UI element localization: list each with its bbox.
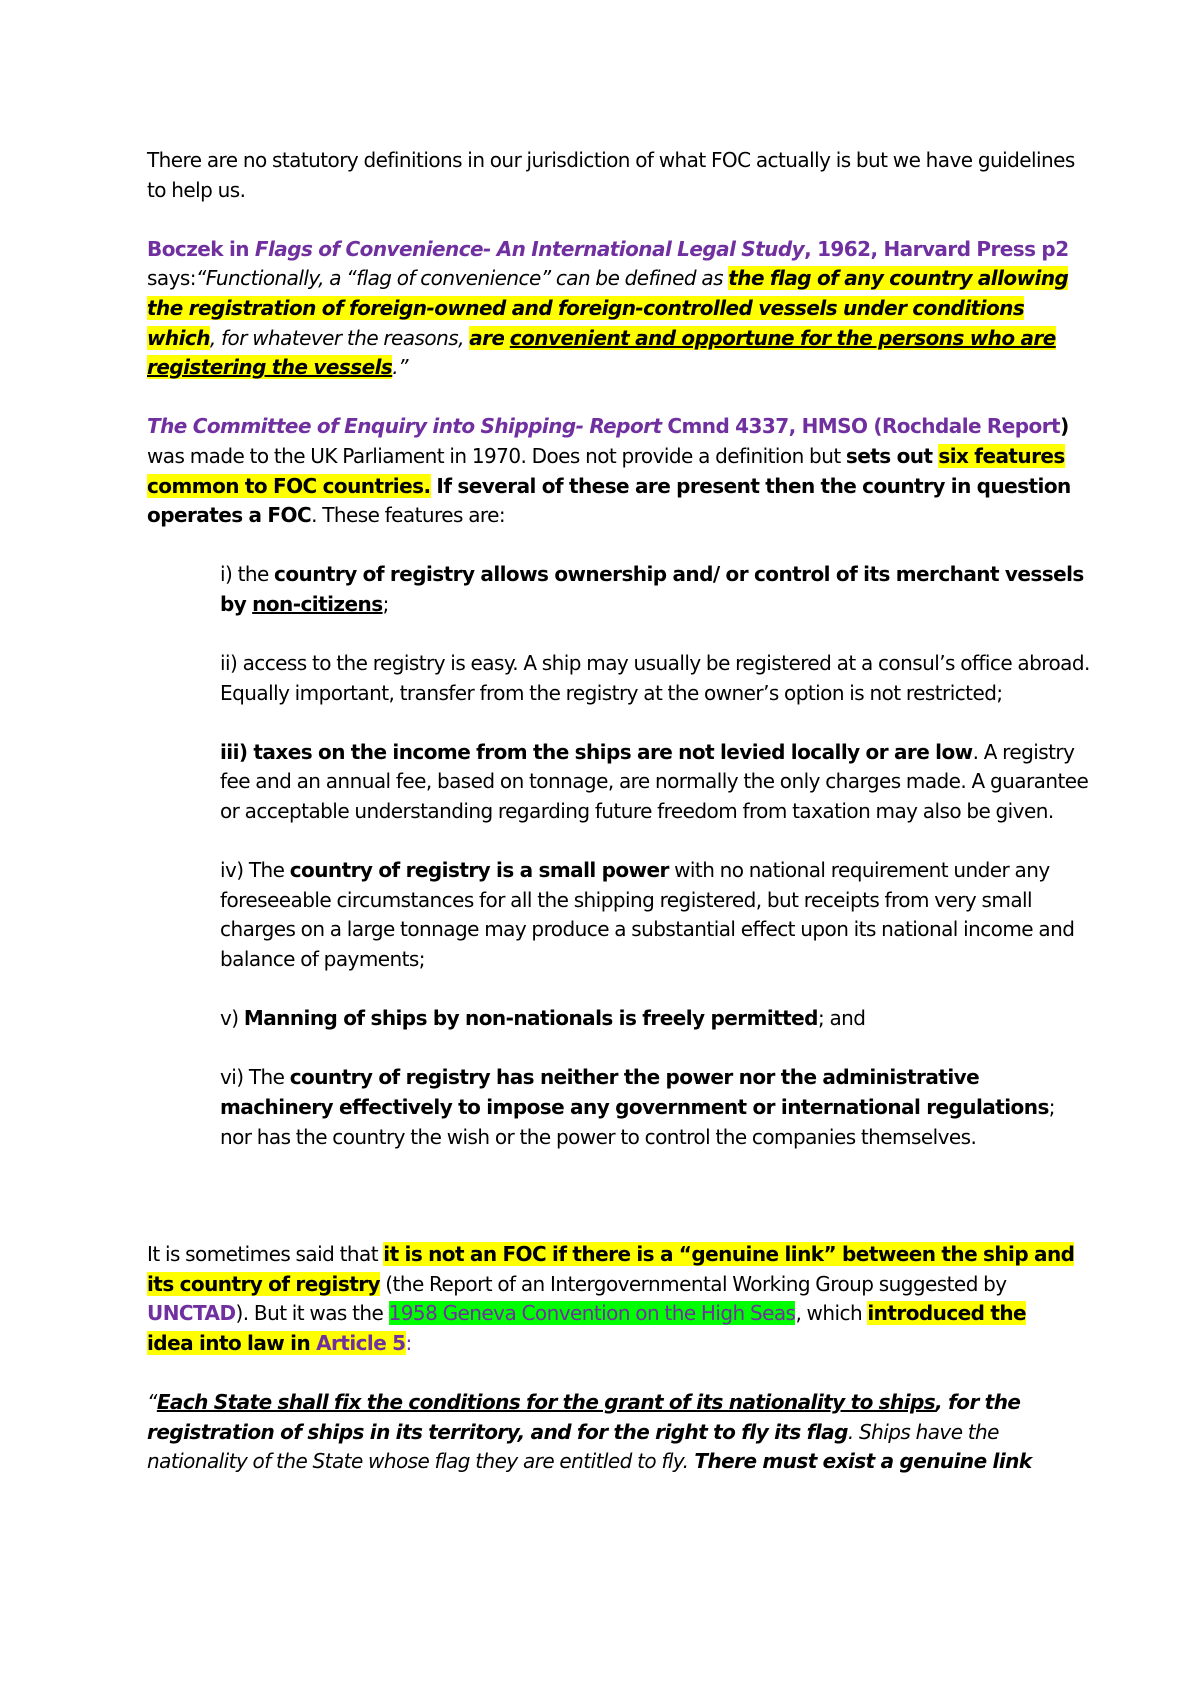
quote-highlight-2: convenient and opportune for the persons who are registering the vessels xyxy=(147,325,1056,380)
feature-1-underline: non-citizens xyxy=(252,591,383,616)
rochdale-six-features: six features common to FOC countries. xyxy=(147,443,1065,498)
rochdale-paragraph xyxy=(147,412,1077,530)
boczek-says: says: xyxy=(147,266,196,291)
feature-5-end: ; and xyxy=(817,1006,866,1031)
intro-text: There are no statutory definitions in our jurisdiction of what FOC actually is but we have guidelines to help us. xyxy=(147,148,1075,202)
quote-open: “Functionally, a “flag of convenience” can be defined as xyxy=(195,266,729,291)
art5-underline: Each State shall fix the conditions for the grant of its nationality to ships xyxy=(156,1390,936,1415)
link-highlight: it is not an FOC if there is a “genuine link” between the ship and its country of registry xyxy=(147,1242,1075,1296)
feature-2-text: ii) access to the registry is easy. A ship may usually be registered at a consul’s office abroad. Equally important, transfer from the registry at the owner’s option is not restricted; xyxy=(220,651,1090,705)
quote-middle: , for whatever the reasons, xyxy=(209,325,470,350)
link-introduced: introduced the idea into law in xyxy=(147,1301,1027,1355)
quote-highlight-1: the flag of any country allowing the registration of foreign-owned and foreign-controlled vessels under conditions which xyxy=(147,266,1069,350)
feature-4 xyxy=(220,856,1090,974)
article-5-quote xyxy=(147,1388,1077,1477)
feature-4-text: with no national requirement under any foreseeable circumstances for all the shipping registered, but receipts from very small charges on a large tonnage may produce a substantial effect upon its national income and balance of payments; xyxy=(220,858,1075,972)
rochdale-several: If several of these are present then the country in question operates a FOC xyxy=(147,473,1071,528)
feature-6 xyxy=(220,1063,1090,1152)
art5-genuine-link: There must exist a genuine link xyxy=(688,1449,1032,1474)
rochdale-paren: ) xyxy=(1060,414,1069,439)
boczek-paragraph xyxy=(147,235,1077,383)
feature-5-bold: Manning of ships by non-nationals is freely permitted xyxy=(243,1006,818,1031)
link-article: Article 5 xyxy=(316,1330,406,1355)
rochdale-was: was made to the UK Parliament in 1970. Does not provide a definition but xyxy=(147,443,846,468)
feature-5 xyxy=(220,1004,1090,1034)
link-intro: It is sometimes said that xyxy=(147,1242,384,1267)
boczek-book-title: Flags of Convenience- An International Legal Study xyxy=(254,236,805,261)
link-unctad: UNCTAD xyxy=(147,1301,236,1326)
feature-3-text: . A registry fee and an annual fee, based on tonnage, are normally the only charges made. A guarantee or acceptable understanding regarding future freedom from taxation may also be given. xyxy=(220,739,1089,824)
feature-1-num: i) the xyxy=(220,562,275,587)
feature-3-bold: iii) taxes on the income from the ships are not levied locally or are low xyxy=(220,739,973,764)
feature-1-bold: country of registry allows ownership and/ or control of its merchant vessels by xyxy=(220,562,1084,616)
art5-italic: Ships have the nationality of the State whose flag they are entitled to fly. xyxy=(147,1419,999,1474)
feature-1-end: ; xyxy=(382,591,389,616)
link-geneva: 1958 Geneva Convention on the High Seas xyxy=(388,1301,796,1326)
art5-bold: , for the registration of ships in its territory, and for the right to fly its flag xyxy=(147,1390,1021,1444)
feature-4-bold: country of registry is a small power xyxy=(289,858,669,883)
link-report: (the Report of an Intergovernmental Working Group suggested by xyxy=(380,1271,1007,1296)
art5-dot: . xyxy=(847,1419,854,1444)
art5-open: “ xyxy=(147,1390,157,1415)
rochdale-these: . These features are: xyxy=(311,503,506,528)
genuine-link-paragraph xyxy=(147,1240,1077,1358)
boczek-publication: , 1962, Harvard Press p2 xyxy=(804,236,1069,261)
link-which: , which xyxy=(795,1301,868,1326)
feature-6-num: vi) The xyxy=(220,1065,290,1090)
rochdale-sets: sets out xyxy=(845,443,939,468)
quote-are: are xyxy=(469,325,505,350)
boczek-author: Boczek in xyxy=(147,236,255,261)
rochdale-title: The Committee of Enquiry into Shipping- Report xyxy=(147,414,662,439)
quote-close: .” xyxy=(392,355,408,380)
feature-3 xyxy=(220,738,1090,827)
feature-4-num: iv) The xyxy=(220,858,290,883)
link-colon: : xyxy=(405,1330,412,1355)
rochdale-cmnd: Cmnd 4337, HMSO (Rochdale Report xyxy=(661,414,1061,439)
feature-6-bold: country of registry has neither the power nor the administrative machinery effectively to impose any government or international regulations xyxy=(220,1065,1049,1119)
intro-paragraph xyxy=(147,146,1077,205)
feature-2 xyxy=(220,649,1090,708)
feature-1 xyxy=(220,560,1090,619)
feature-6-text: ; nor has the country the wish or the power to control the companies themselves. xyxy=(220,1095,1055,1149)
feature-5-num: v) xyxy=(220,1006,244,1031)
link-but: ). But it was the xyxy=(235,1301,389,1326)
